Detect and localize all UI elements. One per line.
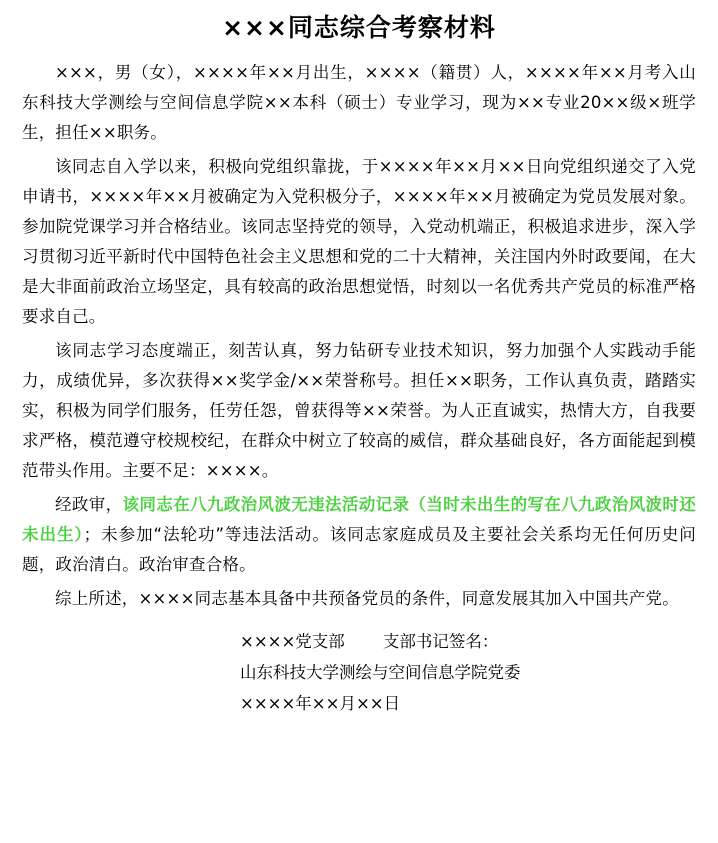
paragraph-text-lead: 经政审，: [55, 495, 123, 514]
signature-committee: 山东科技大学测绘与空间信息学院党委: [240, 663, 521, 682]
paragraph-basic-info: [22, 58, 696, 148]
paragraph-text-tail: ；未参加“法轮功”等违法活动。该同志家庭成员及主要社会关系均无任何历史问题，政治清白。政治审查合格。: [22, 525, 697, 574]
signature-date-line: [22, 688, 696, 719]
document-page: [0, 8, 718, 843]
signature-branch: ××××党支部: [240, 632, 345, 651]
document-body: [0, 58, 718, 614]
highlighted-clause: 该同志在八九政治风波无违法活动记录（当时未出生的写在八九政治风波时还未出生）: [22, 495, 696, 544]
paragraph-party-progress: [22, 152, 696, 332]
signature-block: [0, 626, 718, 719]
signature-secretary-label: 支部书记签名：: [382, 632, 499, 651]
paragraph-text: 该同志学习态度端正，刻苦认真，努力钻研专业技术知识，努力加强个人实践动手能力，成绩优异，多次获得××奖学金/××荣誉称号。担任××职务，工作认真负责，踏踏实实，积极为同学们服务，任劳任怨，曾获得等××荣誉。为人正直诚实，热情大方，自我要求严格，模范遵守校规校纪，在群众中树立了较高的威信，群众基础良好，各方面能起到模范带头作用。主要不足：××××。: [22, 341, 696, 480]
signature-branch-line: [22, 626, 696, 657]
paragraph-political-review: [22, 490, 696, 580]
paragraph-study-work: [22, 336, 696, 486]
paragraph-conclusion: [22, 584, 696, 614]
paragraph-text: ×××，男（女），××××年××月出生，××××（籍贯）人，××××年××月考入山东科技大学测绘与空间信息学院××本科（硕士）专业学习，现为××专业20××级×班学生，担任××职务。: [22, 63, 696, 142]
signature-committee-line: [22, 657, 696, 688]
paragraph-text: 该同志自入学以来，积极向党组织靠拢，于××××年××月××日向党组织递交了入党申请书，××××年××月被确定为入党积极分子，××××年××月被确定为党员发展对象。参加院党课学习并合格结业。该同志坚持党的领导，入党动机端正，积极追求进步，深入学习贯彻习近平新时代中国特色社会主义思想和党的二十大精神，关注国内外时政要闻，在大是大非面前政治立场坚定，具有较高的政治思想觉悟，时刻以一名优秀共产党员的标准严格要求自己。: [22, 157, 696, 326]
signature-date: ××××年××月××日: [240, 694, 401, 713]
paragraph-text: 综上所述，××××同志基本具备中共预备党员的条件，同意发展其加入中国共产党。: [55, 589, 679, 608]
page-title: ×××同志综合考察材料: [222, 13, 496, 42]
